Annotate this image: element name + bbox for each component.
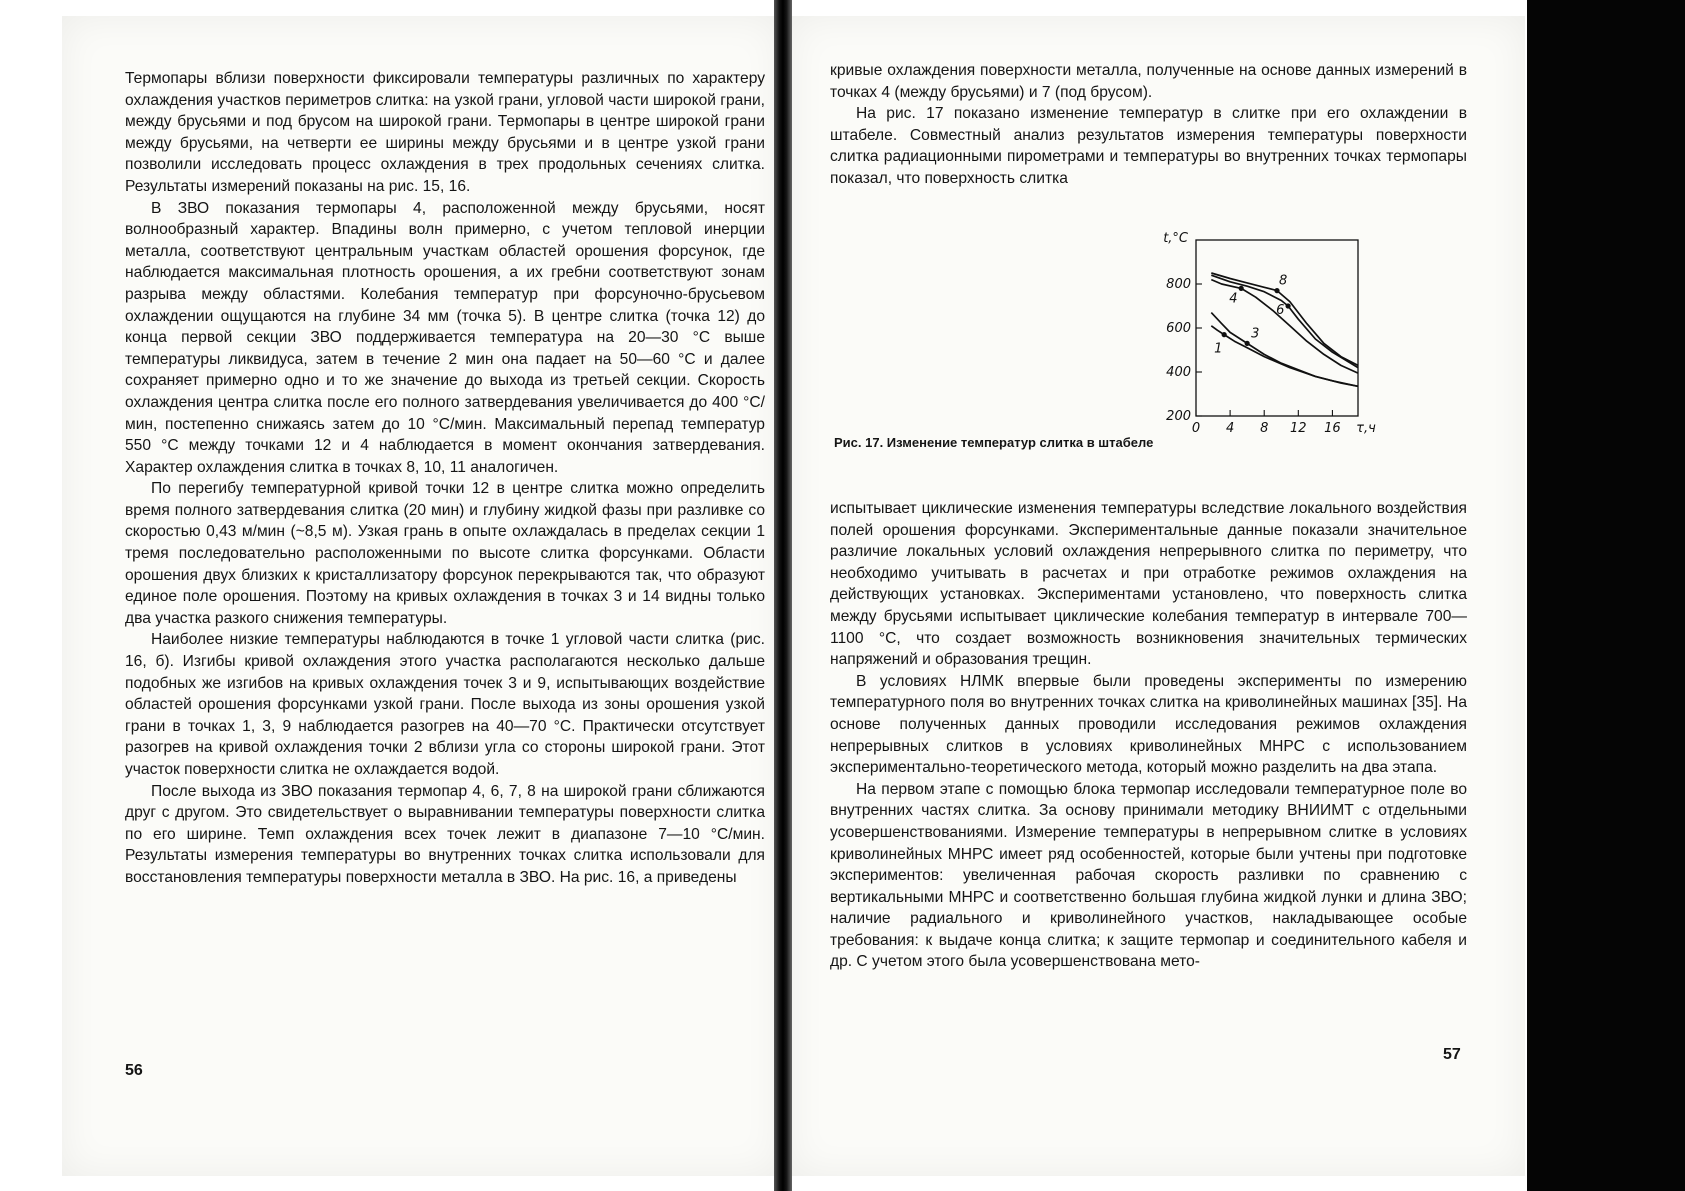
paragraph: На первом этапе с помощью блока термопар исследовали температурное поле во внутренних частях слитка. За основу принимали методику ВНИИМТ с отдельными усовершенствованиями. Измерение температуры в непрерывном слитке в условиях криволинейных МНРС имеет ряд особенностей, которые были учтены при подготовке экспериментов: увеличенная рабочая скорость разливки по сравнению с вертикальными МНРС и соответственно большая глубина жидкой лунки и длина ЗВО; наличие радиального и криволинейного участков, накладывающее особые требования: к выдаче конца слитка; к защите термопар и соединительного кабеля и др. С учетом этого была усовершенствована мето-	[830, 780, 1467, 971]
x-tick-label: 12	[1290, 421, 1307, 436]
y-tick-label: 400	[1166, 365, 1191, 380]
page-number-right: 57	[1443, 1046, 1461, 1063]
series-label: 3	[1251, 326, 1260, 342]
paragraph: Наиболее низкие температуры наблюдаются в точке 1 угловой части слитка (рис. 16, б). Изгибы кривой охлаждения этого участка располагаются несколько дальше подобных же изгибов на кривых охлаждения точек 3 и 9, испытывающих воздействие областей орошения форсунками узкой грани. После выхода из зоны орошения узкой грани в точках 1, 3, 9 наблюдается разогрев на 40—70 °С. Практически отсутствует разогрев на кривой охлаждения точки 2 вблизи угла со стороны широкой грани. Этот участок поверхности слитка не охлаждается водой.	[125, 631, 765, 778]
series-label: 8	[1279, 273, 1288, 289]
left-page-text	[125, 68, 765, 889]
series-point	[1274, 288, 1279, 293]
paragraph: В ЗВО показания термопары 4, расположенной между брусьями, носят волнообразный характер. Впадины волн примерно, с учетом тепловой инерции металла, соответствуют центральным участкам областей орошения форсунок, где наблюдается максимальная плотность орошения, а их гребни соответствуют зонам разрыва между областями. Колебания температур при форсуночно-брусьевом охлаждении ощущаются на глубине 34 мм (точка 5). В центре слитка (точка 12) до конца первой секции ЗВО поддерживается температура на 20—30 °С выше температуры ликвидуса, затем в течение 2 мин она падает на 50—60 °С и далее сохраняет примерно одно и то же значение до выхода из третьей секции. Скорость охлаждения центра слитка после его полного затвердевания увеличивается до 400 °С/мин, постепенно снижаясь затем до 10 °С/мин. Максимальный перепад температур 550 °С между точками 12 и 4 наблюдается в момент окончания затвердевания. Характер охлаждения слитка в точках 8, 10, 11 аналогичен.	[125, 199, 765, 476]
x-tick-label: 4	[1225, 421, 1235, 436]
paragraph: Термопары вблизи поверхности фиксировали температуры различных по характеру охлаждения участков периметров слитка: на узкой грани, угловой части широкой грани, между брусьями и под брусом на широкой грани. Термопары в центре широкой грани между брусьями, на четверти ее ширины между брусьями и в центре узкой грани позволили исследовать процесс охлаждения в трех продольных сечениях слитка. Результаты измерений показаны на рис. 15, 16.	[125, 70, 765, 195]
series-point	[1245, 341, 1250, 346]
x-axis-label: τ,ч	[1356, 421, 1376, 436]
chart-svg	[1160, 226, 1480, 476]
series-point	[1239, 286, 1244, 291]
right-page-text-top	[830, 60, 1467, 190]
x-tick-label: 16	[1324, 421, 1341, 436]
series-point	[1222, 332, 1227, 337]
y-axis-label: t,°C	[1163, 231, 1188, 246]
y-tick-label: 200	[1166, 409, 1191, 424]
book-spine	[774, 0, 792, 1191]
right-page-text-bottom	[830, 498, 1467, 973]
series-label: 4	[1229, 291, 1238, 307]
paragraph: После выхода из ЗВО показания термопар 4, 6, 7, 8 на широкой грани сближаются друг с другом. Это свидетельствует о выравнивании температуры поверхности слитка по его ширине. Темп охлаждения всех точек лежит в диапазоне 7—10 °С/мин. Результаты измерения температуры во внутренних точках слитка использовали для восстановления температуры поверхности металла в ЗВО. На рис. 16, а приведены	[125, 782, 765, 886]
paragraph: испытывает циклические изменения температуры вследствие локального воздействия полей орошения форсунками. Экспериментальные данные показали значительное различие локальных условий охлаждения непрерывного слитка по периметру, что необходимо учитывать в расчетах и при отработке режимов охлаждения на действующих установках. Экспериментами установлено, что поверхность слитка между брусьями испытывает циклические колебания температур в интервале 700—1100 °С, что создает возможность возникновения значительных термических напряжений и образования трещин.	[830, 500, 1467, 669]
series-point	[1285, 303, 1290, 308]
x-tick-label: 0	[1191, 421, 1201, 436]
y-tick-label: 800	[1166, 277, 1191, 292]
x-tick-label: 8	[1260, 421, 1269, 436]
series-label: 6	[1276, 303, 1285, 318]
paragraph: По перегибу температурной кривой точки 12 в центре слитка можно определить время полного затвердевания слитка (20 мин) и глубину жидкой фазы при разливке со скоростью 0,43 м/мин (~8,5 м). Узкая грань в опыте охлаждалась в пределах секции 1 тремя последовательно расположенными по высоте слитка форсунками. Области орошения двух близких к кристаллизатору форсунок перекрываются так, что образуют единое поле орошения. Поэтому на кривых охлаждения в точках 3 и 14 видны только два участка разкого снижения температуры.	[125, 480, 765, 627]
paragraph: кривые охлаждения поверхности металла, полученные на основе данных измерений в точках 4 (между брусьями) и 7 (под брусом).	[830, 62, 1467, 101]
page-number-left: 56	[125, 1062, 143, 1079]
scan-black-border	[1527, 0, 1685, 1191]
figure-caption: Рис. 17. Изменение температур слитка в штабеле	[834, 435, 1154, 450]
paragraph: В условиях НЛМК впервые были проведены эксперименты по измерению температурного поля во внутренних точках слитка на криволинейных машинах [35]. На основе полученных данных проводили исследования режимов охлаждения непрерывных слитков в условиях криволинейных МНРС с использованием экспериментально-теоретического метода, который можно разделить на два этапа.	[830, 672, 1467, 777]
series-label: 1	[1214, 341, 1223, 357]
series-line	[1211, 313, 1358, 387]
y-tick-label: 600	[1166, 321, 1191, 336]
plot-frame	[1196, 240, 1358, 416]
paragraph: На рис. 17 показано изменение температур в слитке при его охлаждении в штабеле. Совместный анализ результатов измерения температуры поверхности слитка радиационными пирометрами и температуры во внутренних точках термопары показал, что поверхность слитка	[830, 105, 1467, 187]
figure-17-chart	[1160, 226, 1480, 476]
